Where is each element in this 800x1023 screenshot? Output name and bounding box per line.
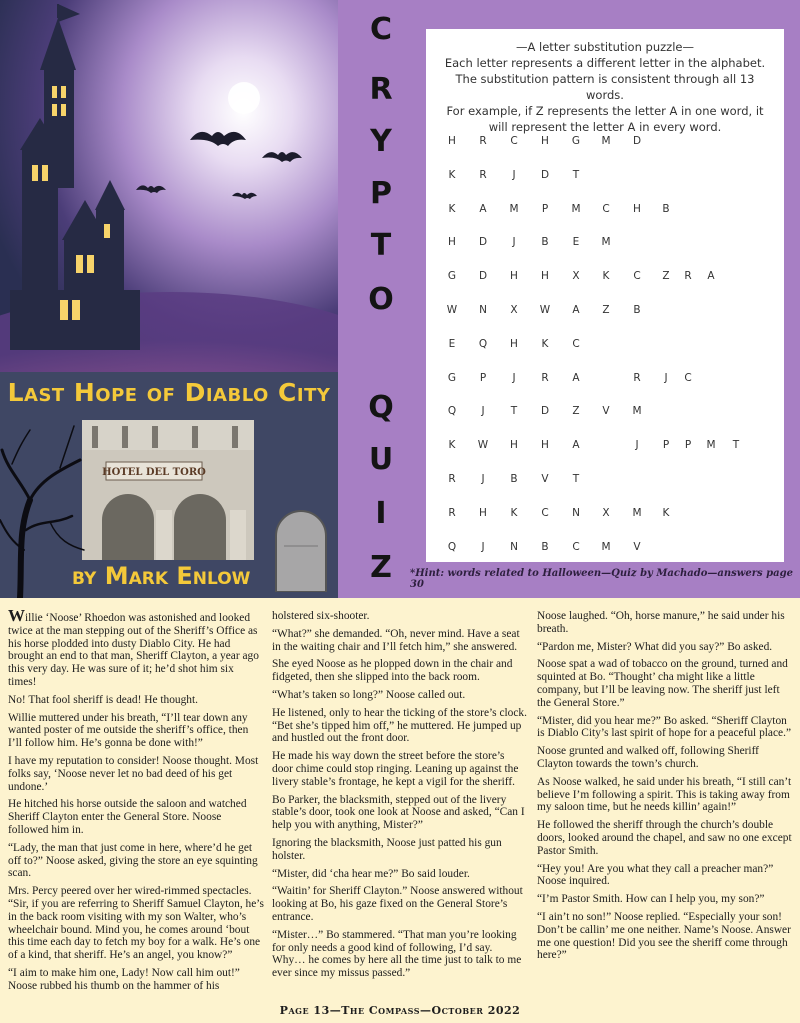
instruction-line: The substitution pattern is consistent through all 13 words. bbox=[455, 72, 755, 102]
cipher-letter: J bbox=[481, 540, 485, 553]
cipher-letter: V bbox=[602, 405, 610, 418]
cipher-letter: J bbox=[481, 473, 485, 485]
cipher-letter: X bbox=[510, 304, 518, 316]
cipher-letter: B bbox=[541, 540, 549, 553]
cipher-letter: V bbox=[633, 540, 641, 553]
cipher-letter: H bbox=[541, 270, 549, 283]
cipher-letter: J bbox=[664, 371, 668, 384]
cipher-letter: C bbox=[602, 202, 610, 215]
cipher-letter: E bbox=[448, 337, 456, 350]
article-paragraph: He listened, only to hear the ticking of the store’s clock. “Bet she’s tipped him off,” he muttered. He jumped up and hustled out the front door. bbox=[272, 706, 527, 745]
page-footer: Page 13—The Compass—October 2022 bbox=[279, 1004, 521, 1017]
instruction-line: For example, if Z represents the letter A in one word, it will represent the letter A in every word. bbox=[446, 104, 764, 134]
article-paragraph: “Mister…” Bo stammered. “That man you’re looking for only needs a good kind of following, I’d say. Why… he comes by here all the time just to talk to me ever since my missus passed.” bbox=[272, 928, 522, 980]
cipher-letter: X bbox=[572, 270, 580, 283]
cipher-letter: R bbox=[541, 371, 549, 384]
cipher-letter: R bbox=[479, 135, 487, 147]
cipher-letter: H bbox=[541, 135, 549, 147]
cipher-letter: P bbox=[684, 439, 692, 452]
cipher-letter: Z bbox=[602, 304, 610, 316]
article-paragraph: “What’s taken so long?” Noose called out. bbox=[272, 688, 466, 701]
cipher-letter: E bbox=[572, 236, 580, 249]
article-paragraph: “I aim to make him one, Lady! Now call him out!” Noose rubbed his thumb on the hammer of his bbox=[8, 966, 240, 992]
cipher-letter: R bbox=[633, 371, 641, 384]
article-paragraph: “Waitin’ for Sheriff Clayton.” Noose answered without looking at Bo, his gaze fixed on the General Store’s entrance. bbox=[272, 885, 523, 923]
cipher-letter: M bbox=[632, 506, 642, 519]
article-paragraph: Noose grunted and walked off, following Sheriff Clayton towards the town’s church. bbox=[537, 745, 759, 770]
article-paragraph: I have my reputation to consider! Noose thought. Most folks say, ‘Noose never let no bad deed of his get undone.’ bbox=[8, 754, 259, 793]
cipher-letter: H bbox=[510, 270, 518, 283]
article-paragraph: “Pardon me, Mister? What did you say?” Bo asked. bbox=[537, 640, 773, 653]
cipher-letter: M bbox=[509, 202, 519, 215]
cipher-letter: G bbox=[447, 270, 457, 283]
cipher-letter: H bbox=[479, 506, 487, 519]
cipher-letter: M bbox=[601, 135, 611, 147]
article-paragraph: “I ain’t no son!” Noose replied. “Especially your son! Don’t be callin’ me one neither. Name’s Noose. Answer me one question! Did you see the sheriff come through here?” bbox=[537, 910, 791, 962]
cipher-letter: N bbox=[479, 304, 487, 316]
cipher-letter: C bbox=[510, 135, 518, 147]
cipher-letter: H bbox=[510, 337, 518, 350]
cipher-letter: R bbox=[479, 168, 487, 181]
cipher-letter: G bbox=[571, 135, 581, 147]
cipher-letter: K bbox=[448, 168, 456, 181]
cipher-letter: B bbox=[541, 236, 549, 249]
title-letter: O bbox=[368, 282, 394, 317]
cipher-letter: A bbox=[572, 371, 580, 384]
article-paragraph: Ignoring the blacksmith, Noose just patted his gun holster. bbox=[272, 836, 502, 862]
cipher-letter: J bbox=[512, 236, 516, 249]
cipher-letter: R bbox=[684, 270, 692, 283]
title-letter: T bbox=[370, 228, 392, 263]
cipher-letter: R bbox=[448, 506, 456, 519]
cipher-letter: D bbox=[478, 270, 488, 283]
cipher-letter: P bbox=[541, 202, 549, 215]
cipher-letter: K bbox=[662, 506, 670, 519]
cipher-letter: J bbox=[512, 168, 516, 181]
cipher-letter: H bbox=[510, 439, 518, 452]
instruction-line: —A letter substitution puzzle— bbox=[516, 40, 694, 54]
article-paragraph: Willie ‘Noose’ Rhoedon was astonished and looked twice at the man stepping out of the Sheriff’s Office as his horse plodded into dusty Diablo City. He had brought an end to that man, Sheriff Clayton, a year ago this very day. He was sure of it; he’d shot him six times! bbox=[8, 606, 259, 688]
cipher-letter: H bbox=[541, 439, 549, 452]
cipher-letter: J bbox=[635, 439, 639, 452]
cipher-letter: A bbox=[707, 270, 715, 283]
cipher-letter: B bbox=[510, 473, 518, 485]
cipher-letter: T bbox=[572, 168, 580, 181]
cipher-letter: K bbox=[448, 202, 456, 215]
cipher-letter: C bbox=[633, 270, 641, 283]
cipher-letter: Q bbox=[447, 405, 457, 418]
cipher-letter: A bbox=[479, 202, 487, 215]
article-paragraph: Mrs. Percy peered over her wired-rimmed spectacles. “Sir, if you are referring to Sheriff Samuel Clayton, he’s in the back room visiting with my son Walter, who’s wheelchair bound. Mind you, he comes around ‘bout this time each day to fetch my boy for a walk. He’s one of a kind, that sheriff. He’s an angel, you know?” bbox=[8, 885, 264, 962]
article-paragraph: “Lady, the man that just come in here, where’d he get off to?” Noose asked, giving the store an eye squinting scan. bbox=[8, 841, 258, 880]
article-column-2 bbox=[272, 610, 528, 985]
article-paragraph: “What?” she demanded. “Oh, never mind. Have a seat in the waiting chair and I’ll fetch him,” she answered. bbox=[272, 627, 520, 653]
cipher-letter: Q bbox=[447, 540, 457, 553]
cipher-letter: V bbox=[541, 473, 549, 485]
cipher-letter: G bbox=[447, 371, 457, 384]
article-paragraph: Bo Parker, the blacksmith, stepped out of the livery stable’s door, took one look at Noose and asked, “Can I help you with anything, Mister?” bbox=[272, 793, 525, 832]
cipher-letter: K bbox=[602, 270, 610, 283]
story-byline: by Mark Enlow bbox=[72, 562, 251, 590]
cipher-letter: B bbox=[662, 202, 670, 215]
cipher-letter: A bbox=[572, 304, 580, 316]
cipher-letter: B bbox=[633, 304, 641, 316]
haunted-castle-illustration bbox=[0, 0, 338, 372]
cipher-letter: W bbox=[539, 304, 551, 316]
cipher-letter: D bbox=[632, 135, 642, 147]
title-letter: P bbox=[370, 176, 392, 211]
article-paragraph: He hitched his horse outside the saloon and watched Sheriff Clayton enter the General Store. Noose followed him in. bbox=[8, 798, 247, 836]
hotel-del-toro-photo bbox=[82, 420, 254, 560]
title-letter: Q bbox=[368, 390, 394, 425]
cipher-letter: K bbox=[541, 337, 549, 350]
cipher-letter: M bbox=[632, 405, 642, 418]
cipher-letter: N bbox=[572, 506, 580, 519]
puzzle-hint: *Hint: words related to Halloween—Quiz by Machado—answers page 30 bbox=[410, 568, 793, 590]
cipher-letter: A bbox=[572, 439, 580, 452]
cipher-letter: J bbox=[481, 405, 485, 418]
crypto-puzzle-box bbox=[426, 29, 784, 562]
cipher-letter: M bbox=[571, 202, 581, 215]
cipher-letter: M bbox=[601, 540, 611, 553]
cipher-letter: Z bbox=[572, 405, 580, 418]
cipher-letter: D bbox=[540, 405, 550, 418]
article-paragraph: Noose spat a wad of tobacco on the ground, turned and squinted at Bo. “Thought’ cha might like a little company, but I’ll be leaving now. The sheriff just left the General Store.” bbox=[537, 658, 788, 709]
article-paragraph: He followed the sheriff through the church’s double doors, looked around the chapel, and saw no one except Pastor Smith. bbox=[537, 819, 792, 857]
cipher-letter: K bbox=[448, 439, 456, 452]
article-paragraph: She eyed Noose as he plopped down in the chair and fidgeted, then she slipped into the back room. bbox=[272, 658, 513, 684]
story-illustration bbox=[0, 0, 338, 598]
puzzle-instructions bbox=[426, 29, 784, 135]
cipher-letter: C bbox=[572, 540, 580, 553]
article-paragraph: He made his way down the street before the store’s door chime could stop ringing. Leaning up against the livery stable’s frontage, he kept a vigil for the sheriff. bbox=[272, 750, 519, 788]
article-paragraph: As Noose walked, he said under his breath, “I still can’t believe I’m following a spirit. This is taking away from my saloon time, but he needs killin’ again!” bbox=[537, 775, 792, 814]
cipher-letter: P bbox=[662, 439, 670, 452]
article-paragraph: holstered six-shooter. bbox=[272, 610, 370, 622]
title-letter: I bbox=[375, 496, 387, 531]
cipher-letter: D bbox=[478, 236, 488, 249]
article-paragraph: Noose laughed. “Oh, horse manure,” he said under his breath. bbox=[537, 610, 785, 635]
crypto-quiz-vertical-title bbox=[338, 0, 420, 598]
cipher-letter: C bbox=[684, 371, 692, 384]
cipher-letter: P bbox=[479, 371, 487, 384]
article-column-3 bbox=[537, 610, 793, 967]
hotel-sign: HOTEL DEL TORO bbox=[102, 467, 206, 478]
cipher-letter: H bbox=[448, 135, 456, 147]
cipher-letter: X bbox=[602, 506, 610, 519]
cipher-letter: C bbox=[541, 506, 549, 519]
cipher-letter: Q bbox=[478, 337, 488, 350]
title-letter: R bbox=[369, 72, 393, 107]
tombstone-icon bbox=[270, 510, 332, 592]
title-letter: Z bbox=[370, 550, 392, 585]
cipher-letter: M bbox=[601, 236, 611, 249]
cipher-letter: R bbox=[448, 473, 456, 485]
cipher-letter: W bbox=[477, 439, 489, 452]
article-paragraph: Willie muttered under his breath, “I’ll tear down any wanted poster of me outside the sheriff’s office, then I’ll follow him. He’s gonna be done with!” bbox=[8, 711, 249, 750]
title-letter: Y bbox=[370, 124, 392, 159]
cipher-letter: C bbox=[572, 337, 580, 350]
article-paragraph: No! That fool sheriff is dead! He thought. bbox=[8, 693, 199, 706]
cipher-letter: H bbox=[448, 236, 456, 249]
cipher-letter: T bbox=[572, 473, 580, 485]
cipher-letter: M bbox=[706, 439, 716, 452]
cipher-letter: N bbox=[510, 540, 518, 553]
title-letter: C bbox=[369, 12, 393, 47]
story-title: Last Hope of Diablo City bbox=[7, 378, 331, 407]
cipher-letter: H bbox=[633, 202, 641, 215]
cipher-letter: D bbox=[540, 168, 550, 181]
instruction-line: Each letter represents a different letter in the alphabet. bbox=[444, 56, 766, 70]
article-column-1 bbox=[8, 606, 264, 998]
cipher-letter: W bbox=[446, 304, 458, 316]
article-paragraph: “I’m Pastor Smith. How can I help you, my son?” bbox=[537, 893, 765, 906]
cipher-letter: T bbox=[732, 439, 740, 452]
title-letter: U bbox=[368, 442, 394, 477]
article-paragraph: “Mister, did you hear me?” Bo asked. “Sheriff Clayton is Diablo City’s last spirit of hope for a peaceful place.” bbox=[537, 714, 791, 740]
article-paragraph: “Mister, did ‘cha hear me?” Bo said louder. bbox=[272, 867, 470, 880]
cipher-letter: K bbox=[510, 506, 518, 519]
drop-cap: W bbox=[8, 606, 25, 625]
cipher-letter: T bbox=[510, 405, 518, 418]
article-paragraph: “Hey you! Are you what they call a preacher man?” Noose inquired. bbox=[537, 862, 774, 888]
cipher-letter: J bbox=[512, 371, 516, 384]
cipher-letter: Z bbox=[662, 270, 670, 283]
